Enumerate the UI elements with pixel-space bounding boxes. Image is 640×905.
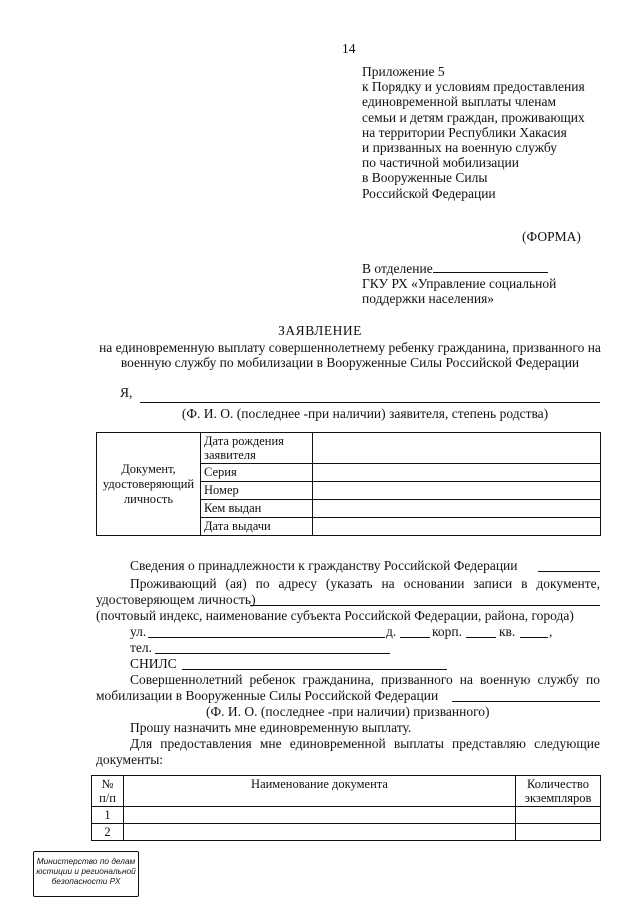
docs-header-name: Наименование документа	[124, 776, 516, 807]
docs-row-number: 1	[92, 807, 124, 824]
street-label: ул.	[130, 624, 147, 639]
id-field-value[interactable]	[313, 518, 601, 536]
ministry-stamp	[33, 851, 139, 897]
docs-row-number: 2	[92, 824, 124, 841]
id-document-label: Документ, удостоверяющий личность	[97, 433, 201, 536]
phone-label: тел.	[130, 640, 153, 655]
flat-comma: ,	[549, 624, 553, 639]
docs-row-name[interactable]	[124, 824, 516, 841]
id-field-label: Номер	[201, 482, 313, 500]
address-input-line[interactable]	[250, 605, 600, 606]
form-label: (ФОРМА)	[522, 229, 581, 244]
docs-row-name[interactable]	[124, 807, 516, 824]
stamp-line: безопасности РХ	[51, 876, 121, 886]
docs-intro-1: Для предоставления мне единовременной выплаты представляю следующие	[130, 736, 600, 751]
residing-line-1: Проживающий (ая) по адресу (указать на основании записи в документе,	[130, 576, 600, 591]
request-text: Прошу назначить мне единовременную выплату.	[130, 720, 412, 735]
snils-input-line[interactable]	[182, 669, 447, 670]
page-subtitle: на единовременную выплату совершеннолетнему ребенку гражданина, призванного на военную службу по мобилизации в Вооруженные Силы Российской Федерации	[99, 340, 601, 371]
id-field-value[interactable]	[313, 464, 601, 482]
address-caption: (почтовый индекс, наименование субъекта Российской Федерации, района, города)	[96, 608, 574, 623]
applicant-name-line[interactable]	[140, 402, 600, 403]
department-name: ГКУ РХ «Управление социальной	[362, 276, 557, 292]
appendix-line: в Вооруженные Силы	[362, 170, 488, 186]
residing-line-2: удостоверяющем личность)	[96, 592, 256, 607]
child-line-2: мобилизации в Вооруженные Силы Российской Федерации	[96, 688, 439, 703]
child-line-1: Совершеннолетний ребенок гражданина, призванного на военную службу по	[130, 672, 600, 687]
page-title: ЗАЯВЛЕНИЕ	[278, 323, 362, 338]
id-field-label: Серия	[201, 464, 313, 482]
appendix-line: и призванных на военную службу	[362, 140, 557, 156]
phone-input-line[interactable]	[155, 653, 390, 654]
appendix-line: Российской Федерации	[362, 185, 496, 201]
id-field-label: Дата рождения заявителя	[201, 433, 313, 464]
id-field-value[interactable]	[313, 482, 601, 500]
stamp-line: юстиции и региональной	[36, 866, 136, 876]
stamp-line: Министерство по делам	[36, 856, 136, 866]
child-name-input-line[interactable]	[452, 701, 600, 702]
docs-intro-2: документы:	[96, 752, 164, 767]
appendix-block	[362, 64, 585, 201]
docs-header-number: № п/п	[92, 776, 124, 807]
applicant-caption: (Ф. И. О. (последнее -при наличии) заявителя, степень родства)	[181, 406, 549, 421]
docs-header-count: Количество экземпляров	[516, 776, 601, 807]
documents-table	[91, 775, 601, 841]
snils-label: СНИЛС	[130, 656, 177, 671]
table-row	[92, 807, 601, 824]
id-field-label: Кем выдан	[201, 500, 313, 518]
appendix-line: по частичной мобилизации	[362, 155, 519, 171]
department-block	[362, 261, 556, 307]
flat-label: кв.	[499, 624, 516, 639]
building-input-line[interactable]	[466, 637, 496, 638]
table-row	[92, 824, 601, 841]
appendix-line: к Порядку и условиям предоставления	[362, 79, 585, 95]
id-field-label: Дата выдачи	[201, 518, 313, 536]
flat-input-line[interactable]	[520, 637, 548, 638]
street-input-line[interactable]	[148, 637, 385, 638]
child-caption: (Ф. И. О. (последнее -при наличии) призванного)	[206, 704, 490, 719]
id-document-table	[96, 432, 601, 536]
house-input-line[interactable]	[400, 637, 430, 638]
docs-row-count[interactable]	[516, 824, 601, 841]
department-prefix: В отделение	[362, 261, 433, 276]
house-label: д.	[386, 624, 397, 639]
id-field-value[interactable]	[313, 433, 601, 464]
appendix-line: на территории Республики Хакасия	[362, 124, 567, 140]
docs-row-count[interactable]	[516, 807, 601, 824]
department-name-2: поддержки населения»	[362, 291, 495, 307]
appendix-line: семьи и детям граждан, проживающих	[362, 109, 585, 125]
appendix-line: Приложение 5	[362, 64, 445, 79]
building-label: корп.	[432, 624, 462, 639]
id-field-value[interactable]	[313, 500, 601, 518]
applicant-prefix: Я,	[120, 385, 133, 400]
appendix-line: единовременной выплаты членам	[362, 94, 557, 110]
department-input-line[interactable]	[433, 261, 548, 273]
citizenship-label: Сведения о принадлежности к гражданству Российской Федерации	[130, 558, 518, 573]
citizenship-input-line[interactable]	[538, 571, 600, 572]
page-number: 14	[342, 41, 356, 56]
